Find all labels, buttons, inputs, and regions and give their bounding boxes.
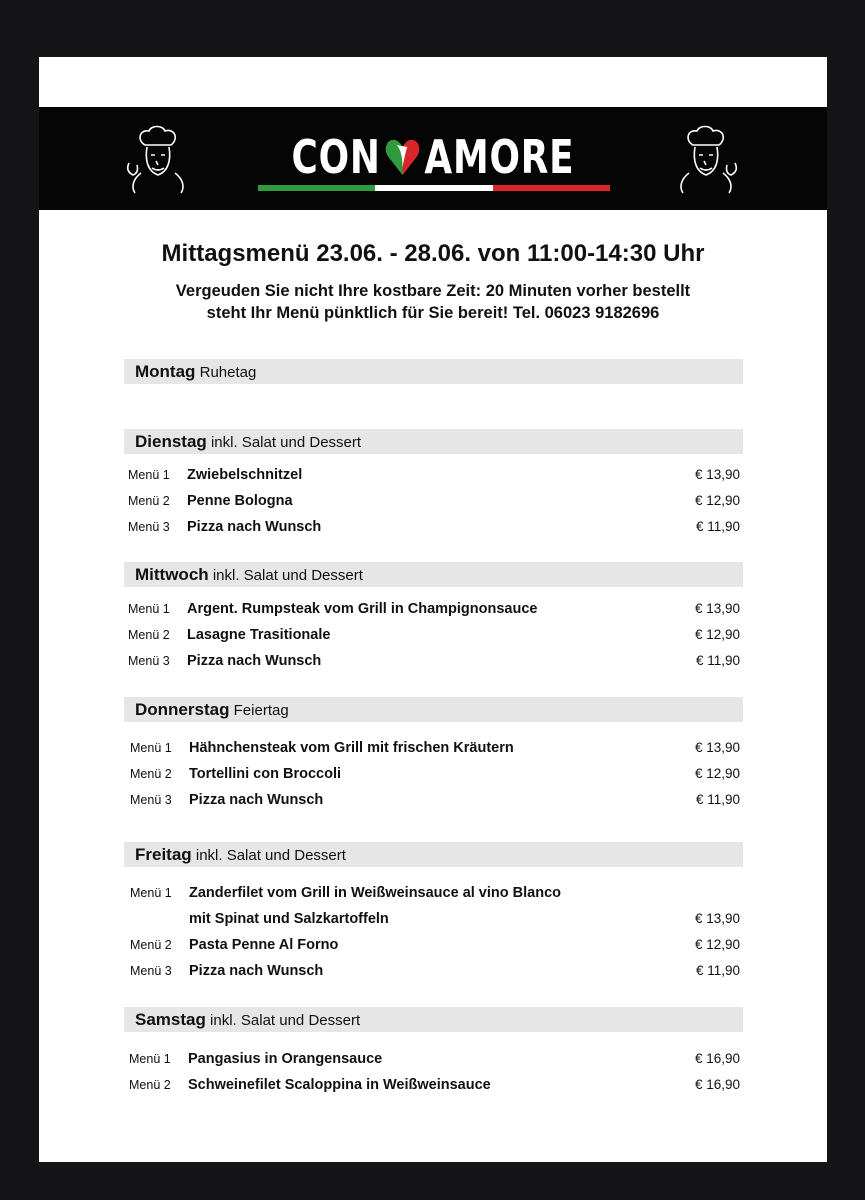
price: € 11,90 [695,963,740,978]
price: € 12,90 [694,627,740,642]
menu-title: Mittagsmenü 23.06. - 28.06. von 11:00-14:30 Uhr [161,240,705,267]
menu-number: Menü 1 [130,741,172,755]
menu-number: Menü 2 [130,938,172,952]
day-note: inkl. Salat und Dessert [210,1012,361,1029]
menu-number: Menü 2 [129,1078,171,1092]
menu-item [124,598,743,620]
menu-number: Menü 3 [128,520,170,534]
price: € 12,90 [694,937,740,952]
price: € 11,90 [695,653,740,668]
menu-item [124,1074,743,1096]
dish-name: Zwiebelschnitzel [187,467,303,483]
menu-subtitle [39,280,827,324]
flag-red [493,185,610,191]
dish-name: Tortellini con Broccoli [189,766,341,782]
menu-number: Menü 1 [128,602,170,616]
menu-item [124,490,743,512]
menu-item [124,1048,743,1070]
day-name: Samstag [135,1010,206,1029]
day-note: Feiertag [233,702,289,719]
menu-item [124,624,743,646]
dish-name: Zanderfilet vom Grill in Weißweinsauce al vino Blanco [189,885,561,901]
menu-number: Menü 3 [130,793,172,807]
menu-item [124,464,743,486]
heart-icon [384,137,421,177]
day-name: Montag [135,362,196,381]
day-name: Freitag [135,845,192,864]
dish-name: Pizza nach Wunsch [189,792,324,808]
menu-item [124,737,743,759]
menu-number: Menü 3 [128,654,170,668]
day-header-samstag [124,1007,743,1032]
menu-number: Menü 1 [128,468,170,482]
menu-item [124,882,743,904]
menu-number: Menü 2 [128,628,170,642]
logo [126,129,741,185]
day-note: inkl. Salat und Dessert [210,434,362,451]
subtitle-line-1: Vergeuden Sie nicht Ihre kostbare Zeit: 20 Minuten vorher bestellt [175,282,691,300]
flag-stripe [258,185,610,191]
price: € 11,90 [695,519,740,534]
day-header-dienstag [124,429,743,454]
day-header-freitag [124,842,743,867]
header-banner [39,107,827,210]
dish-name: Pangasius in Orangensauce [188,1051,383,1067]
menu-item [124,516,743,538]
day-header-donnerstag [124,697,743,722]
price: € 16,90 [694,1077,740,1092]
chef-icon [671,123,741,195]
dish-name: Schweinefilet Scaloppina in Weißweinsauce [188,1077,491,1093]
price: € 12,90 [694,493,740,508]
logo-word-con: CON [291,130,381,184]
price: € 12,90 [694,766,740,781]
day-header-montag [124,359,743,384]
day-header-mittwoch [124,562,743,587]
logo-word-amore: AMORE [424,130,575,184]
menu-item [124,789,743,811]
menu-number: Menü 1 [129,1052,171,1066]
price: € 13,90 [694,740,740,755]
menu-page [39,57,827,1162]
menu-item [124,650,743,672]
dish-name: Hähnchensteak vom Grill mit frischen Kräutern [189,740,514,756]
menu-number: Menü 2 [128,494,170,508]
price: € 13,90 [694,601,740,616]
flag-green [258,185,375,191]
menu-number: Menü 2 [130,767,172,781]
day-name: Dienstag [135,432,207,451]
price: € 11,90 [695,792,740,807]
flag-white [375,185,492,191]
day-note: inkl. Salat und Dessert [195,847,346,864]
dish-name: Pizza nach Wunsch [189,963,324,979]
dish-name: mit Spinat und Salzkartoffeln [189,911,389,927]
menu-item [124,763,743,785]
day-name: Donnerstag [135,700,230,719]
dish-name: Penne Bologna [187,493,293,509]
day-note: inkl. Salat und Dessert [212,567,363,584]
dish-name: Argent. Rumpsteak vom Grill in Champignonsauce [187,601,538,617]
dish-name: Pizza nach Wunsch [187,653,322,669]
menu-item [124,934,743,956]
menu-item [124,908,743,930]
price: € 13,90 [694,467,740,482]
day-note: Ruhetag [199,364,257,381]
subtitle-line-2: steht Ihr Menü pünktlich für Sie bereit! Tel. 06023 9182696 [206,304,660,322]
menu-number: Menü 1 [130,886,172,900]
dish-name: Pizza nach Wunsch [187,519,322,535]
dish-name: Pasta Penne Al Forno [189,937,339,953]
price: € 13,90 [694,911,740,926]
price: € 16,90 [694,1051,740,1066]
day-name: Mittwoch [135,565,209,584]
menu-number: Menü 3 [130,964,172,978]
menu-item [124,960,743,982]
dish-name: Lasagne Trasitionale [187,627,331,643]
